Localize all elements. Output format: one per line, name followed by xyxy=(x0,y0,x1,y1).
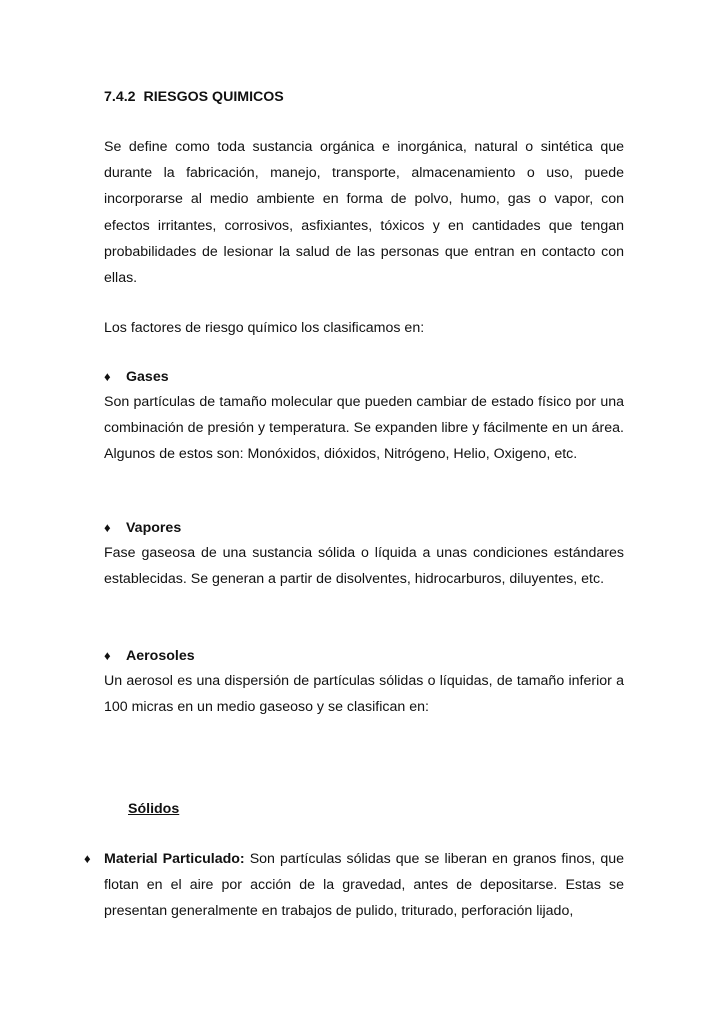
vapores-heading xyxy=(104,515,181,541)
aerosoles-heading xyxy=(104,643,195,669)
section-heading xyxy=(104,84,624,110)
material-label: Material Particulado: xyxy=(104,851,245,867)
aerosoles-paragraph: Un aerosol es una dispersión de partículas sólidas o líquidas, de tamaño inferior a 100 micras en un medio gaseoso y se clasifican en: xyxy=(104,673,624,716)
gases-title: Gases xyxy=(126,369,169,385)
material-text: Son partículas sólidas que se liberan en granos finos, que flotan en el aire por acción de la gravedad, antes de depositarse. Estas se presentan generalmente en trabajos de pulido, triturado, perforación lijado, xyxy=(104,851,624,920)
diamond-bullet-icon: ♦ xyxy=(104,369,111,384)
gases-heading xyxy=(104,364,169,390)
classification-intro: Los factores de riesgo químico los clasificamos en: xyxy=(104,320,425,336)
diamond-bullet-icon: ♦ xyxy=(84,851,91,866)
section-number: 7.4.2 xyxy=(104,89,136,105)
material-paragraph xyxy=(104,846,624,925)
diamond-bullet-icon: ♦ xyxy=(104,520,111,535)
vapores-title: Vapores xyxy=(126,520,182,536)
intro-paragraph: Se define como toda sustancia orgánica e inorgánica, natural o sintética que durante la fabricación, manejo, transporte, almacenamiento o uso, puede incorporarse al medio ambiente en forma de polvo, humo, gas o vapor, con efectos irritantes, corrosivos, asfixiantes, tóxicos y en cantidades que tengan probabilidades de lesionar la salud de las personas que entran en contacto con ellas. xyxy=(104,139,624,287)
aerosoles-title: Aerosoles xyxy=(126,648,195,664)
solidos-subheading: Sólidos xyxy=(128,801,180,817)
diamond-bullet-icon: ♦ xyxy=(104,648,111,663)
vapores-paragraph: Fase gaseosa de una sustancia sólida o líquida a unas condiciones estándares establecidas. Se generan a partir de disolventes, hidrocarburos, diluyentes, etc. xyxy=(104,545,624,588)
section-title: RIESGOS QUIMICOS xyxy=(143,89,284,105)
gases-paragraph: Son partículas de tamaño molecular que pueden cambiar de estado físico por una combinación de presión y temperatura. Se expanden libre y fácilmente en un área. Algunos de estos son: Monóxidos, dióxidos, Nitrógeno, Helio, Oxigeno, etc. xyxy=(104,394,624,463)
